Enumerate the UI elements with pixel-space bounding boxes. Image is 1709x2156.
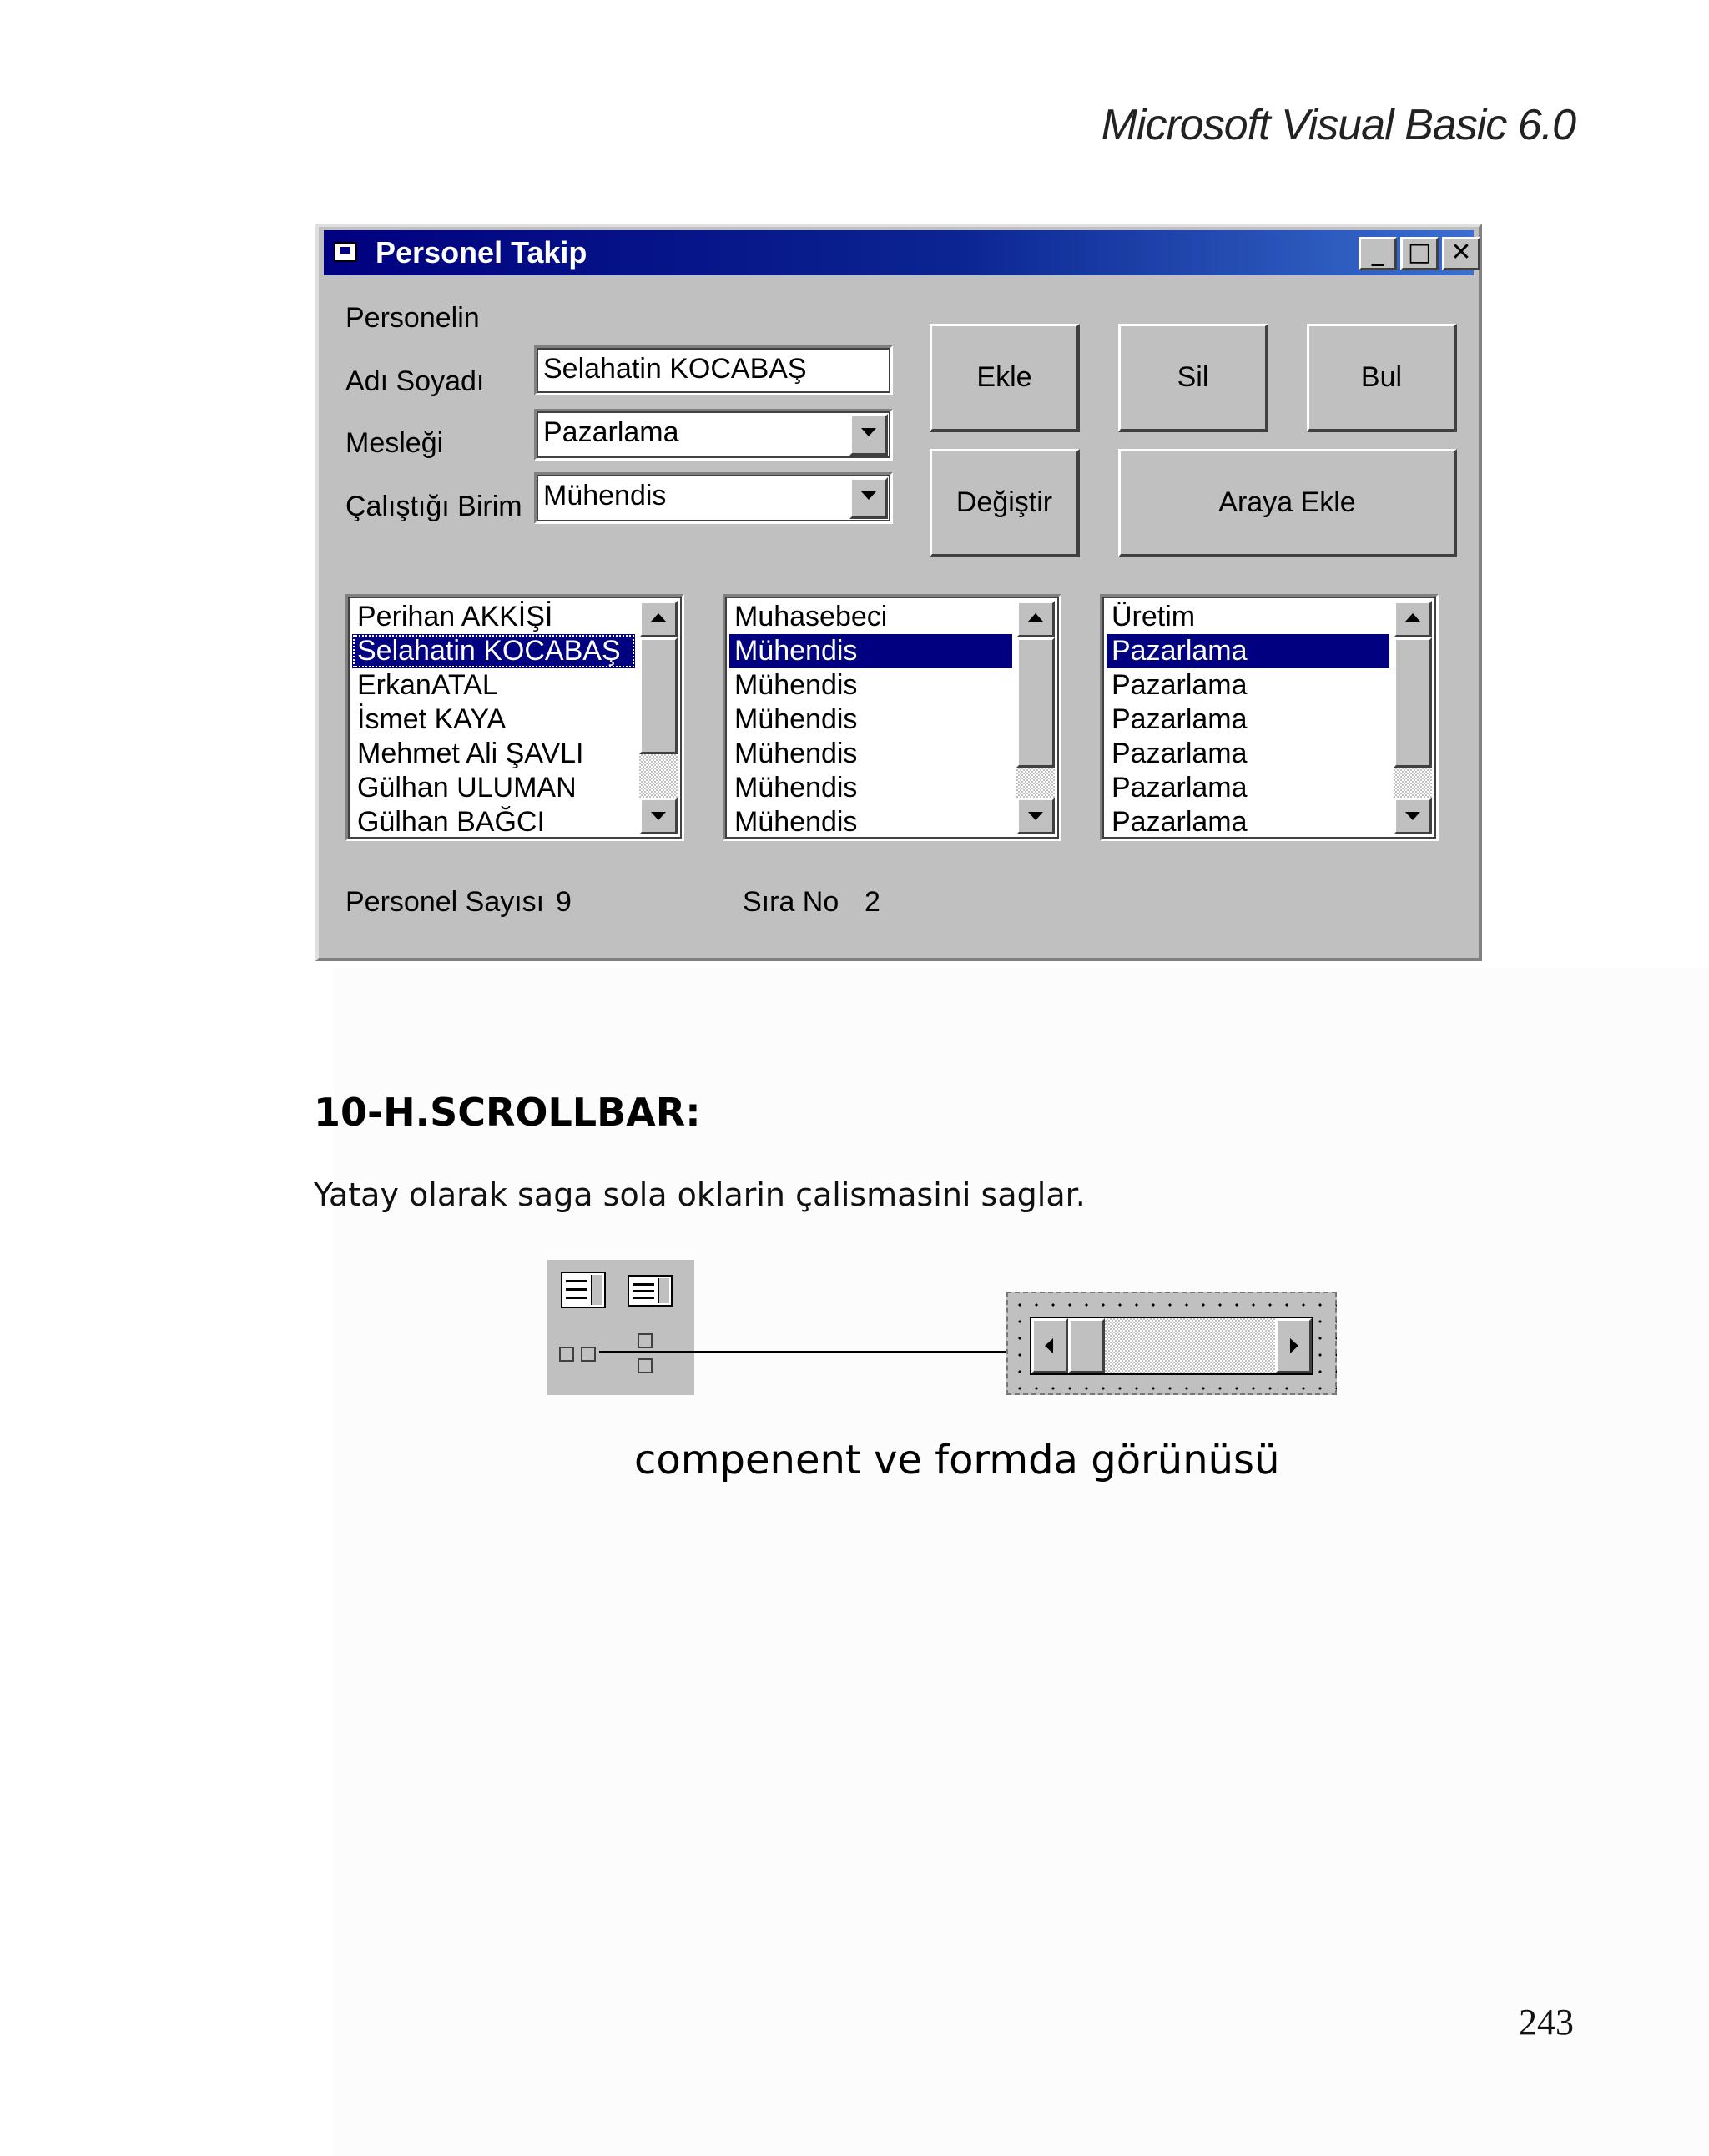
minimize-button[interactable]: _ <box>1359 237 1397 270</box>
chevron-down-icon <box>861 428 876 436</box>
units-scroll-down-button[interactable] <box>1394 798 1432 834</box>
figure-caption: compenent ve formda görünüsü <box>634 1437 1280 1484</box>
unit-list-item[interactable]: Üretim <box>1112 601 1196 632</box>
form-icon <box>334 242 357 262</box>
jobs-vertical-scrollbar[interactable] <box>1016 601 1055 834</box>
birim-combo-value: Mühendis <box>543 480 667 511</box>
job-list-item[interactable]: Mühendis <box>734 806 858 838</box>
job-list-item[interactable]: Muhasebeci <box>734 601 888 632</box>
arrow-up-icon <box>651 613 666 622</box>
meslegi-combo-value: Pazarlama <box>543 416 679 448</box>
jobs-list-rows <box>729 600 1012 839</box>
arrow-down-icon <box>1405 812 1420 820</box>
listbox-tool-icon[interactable] <box>561 1272 606 1308</box>
unit-list-item[interactable]: Pazarlama <box>1112 806 1248 838</box>
running-header: Microsoft Visual Basic 6.0 <box>1101 101 1575 149</box>
units-scroll-up-button[interactable] <box>1394 601 1432 637</box>
toolbox-panel <box>547 1260 694 1395</box>
close-button[interactable]: ✕ <box>1442 237 1480 270</box>
names-scroll-up-button[interactable] <box>639 601 678 637</box>
meslegi-dropdown-button[interactable] <box>849 414 888 456</box>
job-list-item[interactable]: Mühendis <box>734 772 858 803</box>
meslegi-label: Mesleği <box>345 427 444 459</box>
degistir-button[interactable]: Değiştir <box>930 449 1080 557</box>
adi-soyadi-input[interactable]: Selahatin KOCABAŞ <box>534 345 893 395</box>
units-listbox[interactable] <box>1100 594 1439 841</box>
job-list-item[interactable]: Mühendis <box>729 634 1012 668</box>
unit-list-item[interactable]: Pazarlama <box>1112 738 1248 769</box>
job-list-item[interactable]: Mühendis <box>734 738 858 769</box>
name-list-item[interactable]: ErkanATAL <box>357 669 498 701</box>
personelin-label: Personelin <box>345 302 480 334</box>
sil-button[interactable]: Sil <box>1118 324 1268 432</box>
arrow-down-icon <box>651 812 666 820</box>
form-design-surface <box>1006 1292 1337 1395</box>
unit-list-item[interactable]: Pazarlama <box>1107 634 1389 668</box>
jobs-scroll-thumb[interactable] <box>1016 637 1055 768</box>
name-list-item[interactable]: Gülhan ULUMAN <box>357 772 577 803</box>
title-bar[interactable] <box>324 230 1474 275</box>
bul-button[interactable]: Bul <box>1307 324 1457 432</box>
job-list-item[interactable]: Mühendis <box>734 703 858 735</box>
filelistbox-tool-icon[interactable] <box>628 1275 673 1307</box>
units-scroll-thumb[interactable] <box>1394 637 1432 768</box>
arrow-right-icon <box>1290 1338 1298 1353</box>
sira-no-value: 2 <box>865 886 880 918</box>
names-vertical-scrollbar[interactable] <box>639 601 678 834</box>
arrow-down-icon <box>1028 812 1043 820</box>
sira-no-label: Sıra No <box>743 886 839 918</box>
vscrollbar-up-tool-icon[interactable] <box>638 1333 653 1348</box>
name-list-item[interactable]: Mehmet Ali ŞAVLI <box>357 738 584 769</box>
birim-combo[interactable] <box>534 472 893 524</box>
calistigi-birim-label: Çalıştığı Birim <box>345 491 522 522</box>
birim-dropdown-button[interactable] <box>849 477 888 519</box>
names-list-rows <box>352 600 635 839</box>
name-list-item[interactable]: Selahatin KOCABAŞ <box>352 634 635 668</box>
vscrollbar-down-tool-icon[interactable] <box>638 1358 653 1373</box>
scroll-right-button[interactable] <box>1275 1318 1312 1373</box>
personel-takip-window <box>315 224 1482 961</box>
page-background-band <box>334 968 1709 2156</box>
arrow-up-icon <box>1405 613 1420 622</box>
hscrollbar-right-tool-icon[interactable] <box>581 1347 596 1362</box>
arrow-up-icon <box>1028 613 1043 622</box>
hscrollbar-left-tool-icon[interactable] <box>559 1347 574 1362</box>
arrow-left-icon <box>1045 1338 1053 1353</box>
name-list-item[interactable]: Gülhan BAĞCI <box>357 806 545 838</box>
scroll-left-button[interactable] <box>1031 1318 1068 1373</box>
page-number: 243 <box>1519 2002 1574 2043</box>
chevron-down-icon <box>861 491 876 500</box>
ekle-button[interactable]: Ekle <box>930 324 1080 432</box>
jobs-listbox[interactable] <box>723 594 1061 841</box>
jobs-scroll-up-button[interactable] <box>1016 601 1055 637</box>
connector-line <box>599 1351 1033 1353</box>
personel-sayisi-value: 9 <box>556 886 572 918</box>
units-vertical-scrollbar[interactable] <box>1394 601 1432 834</box>
names-listbox[interactable] <box>345 594 684 841</box>
unit-list-item[interactable]: Pazarlama <box>1112 703 1248 735</box>
personel-sayisi-label: Personel Sayısı <box>345 886 545 918</box>
unit-list-item[interactable]: Pazarlama <box>1112 772 1248 803</box>
araya-ekle-button[interactable]: Araya Ekle <box>1118 449 1457 557</box>
window-title: Personel Takip <box>376 235 587 270</box>
name-list-item[interactable]: Perihan AKKİŞİ <box>357 601 553 632</box>
adi-soyadi-label: Adı Soyadı <box>345 365 485 397</box>
section-description: Yatay olarak saga sola oklarin çalismasini saglar. <box>314 1176 1086 1213</box>
name-list-item[interactable]: İsmet KAYA <box>357 703 507 735</box>
units-list-rows <box>1107 600 1389 839</box>
scroll-thumb[interactable] <box>1068 1318 1105 1373</box>
job-list-item[interactable]: Mühendis <box>734 669 858 701</box>
meslegi-combo[interactable] <box>534 409 893 461</box>
maximize-button[interactable]: □ <box>1400 237 1439 270</box>
unit-list-item[interactable]: Pazarlama <box>1112 669 1248 701</box>
horizontal-scrollbar[interactable] <box>1030 1317 1313 1375</box>
section-heading: 10-H.SCROLLBAR: <box>314 1090 701 1135</box>
names-scroll-down-button[interactable] <box>639 798 678 834</box>
jobs-scroll-down-button[interactable] <box>1016 798 1055 834</box>
names-scroll-thumb[interactable] <box>639 637 678 754</box>
